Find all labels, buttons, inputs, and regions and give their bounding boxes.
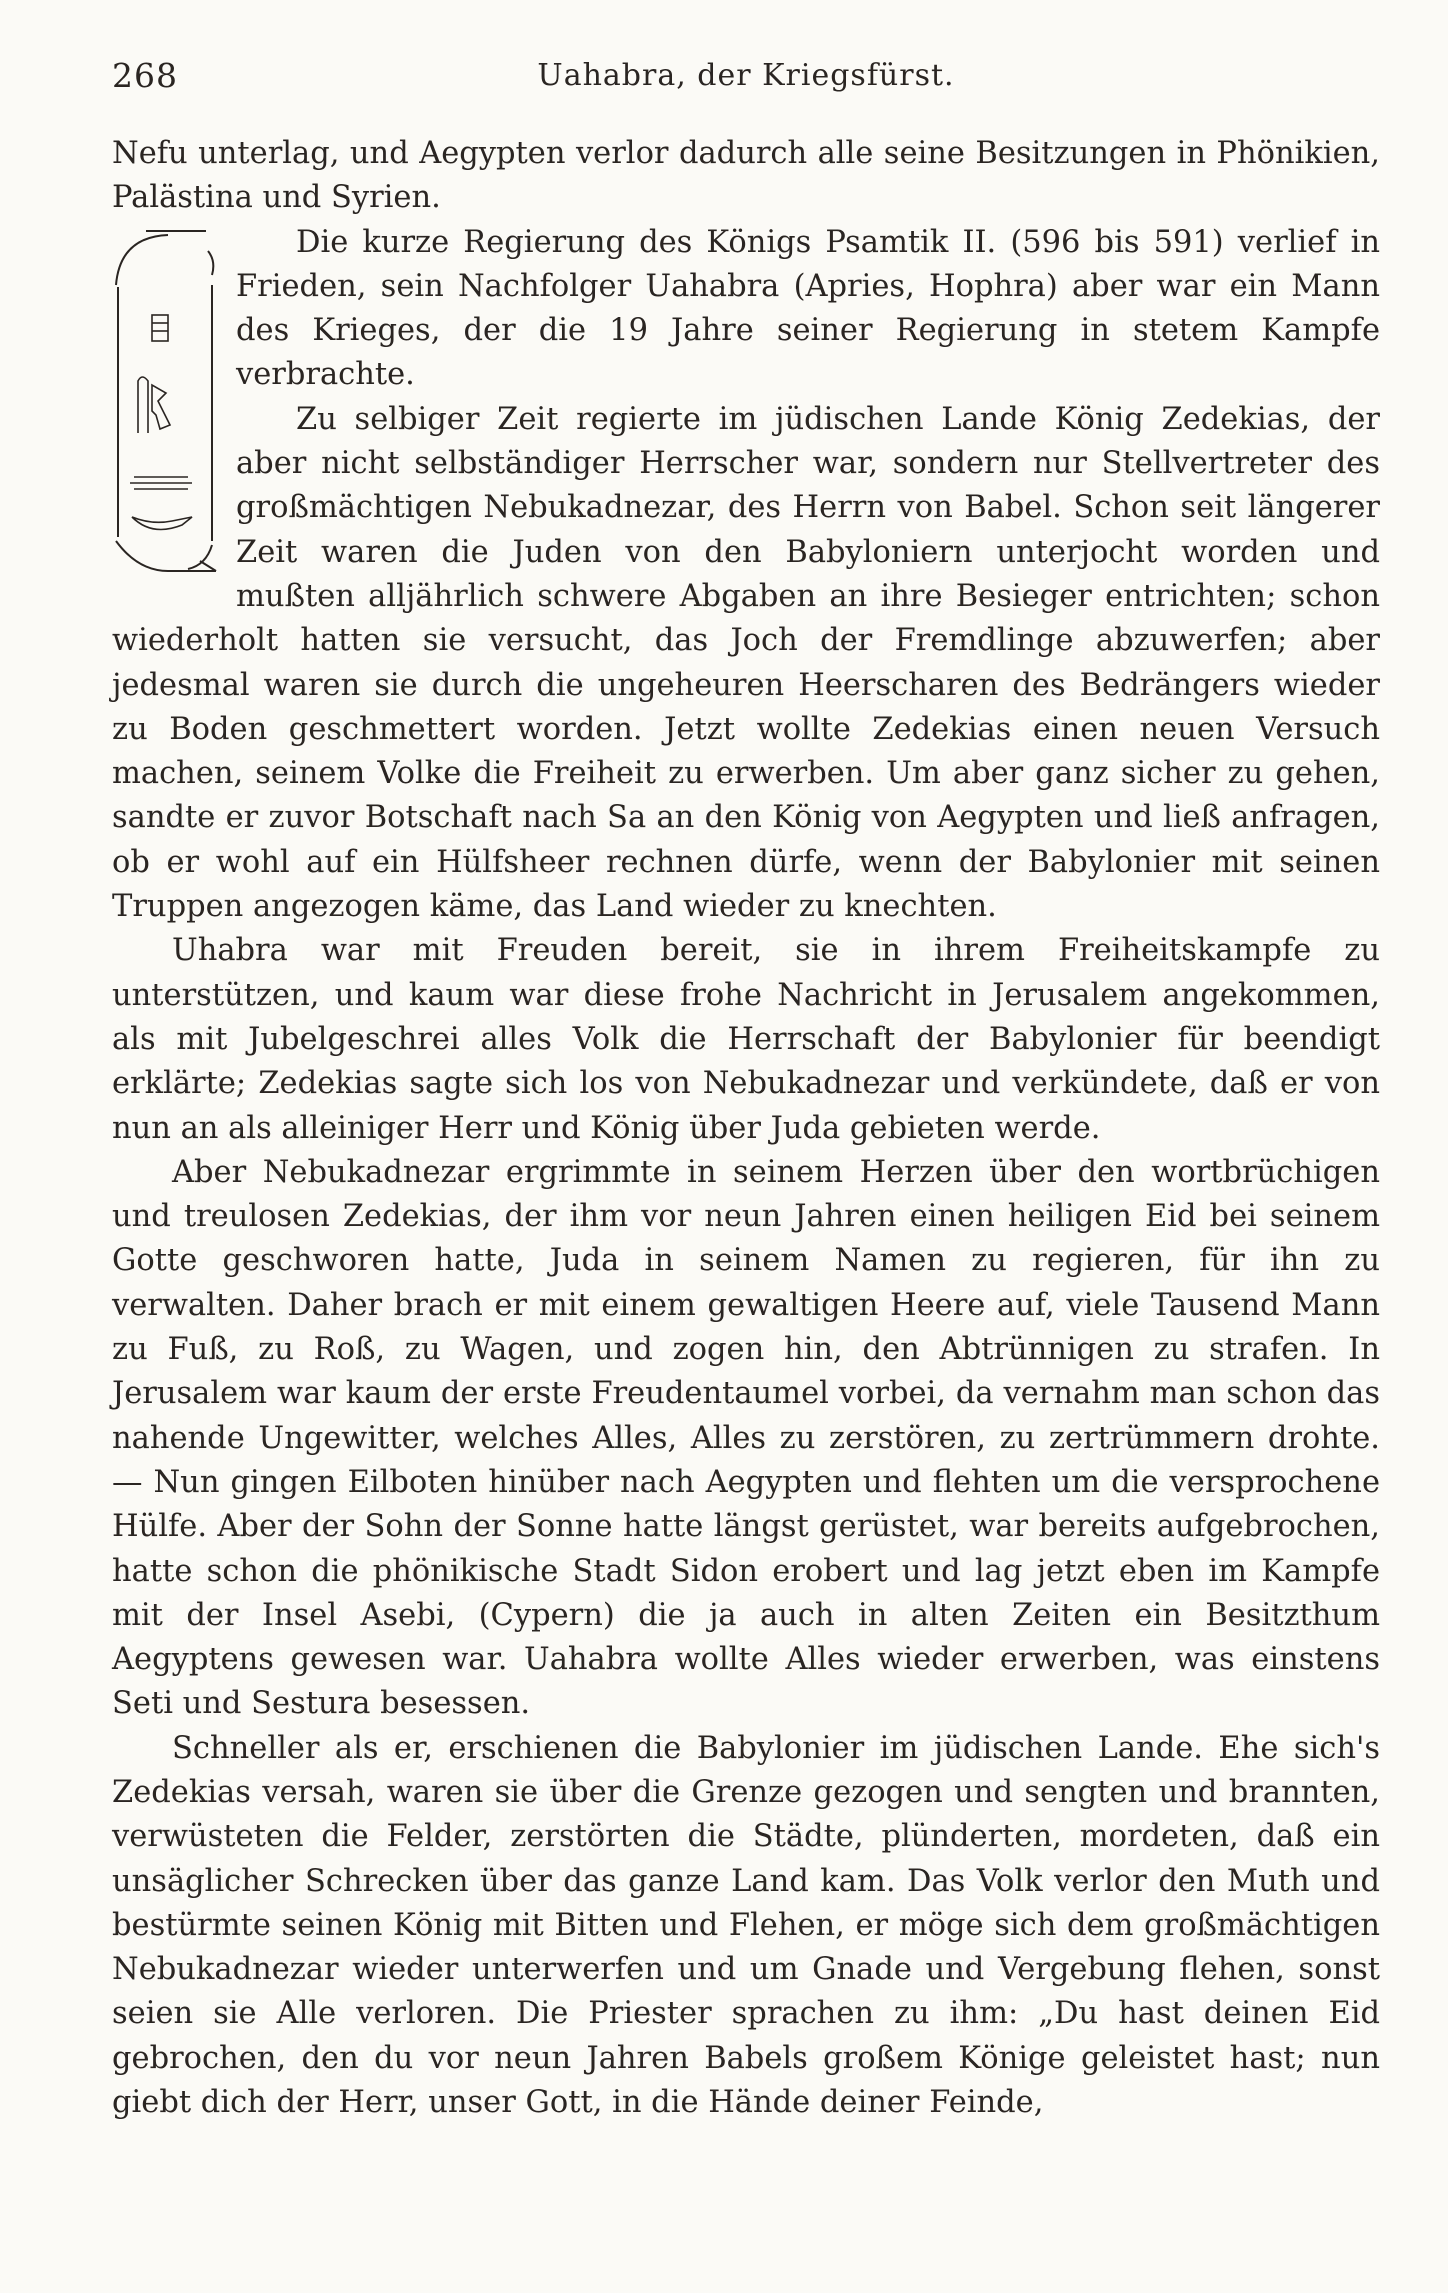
paragraph-3: Zu selbiger Zeit regierte im jüdischen Lande König Zedekias, der aber nicht selbständiger Herrscher war, sondern nur Stellvertreter des großmächtigen Nebukadnezar, des Herrn von Babel. Schon seit längerer Zeit waren die Juden von den Babyloniern unterjocht worden und mußten alljährlich schwere Abgaben an ihre Besieger entrichten; schon wiederholt hatten sie versucht, das Joch der Fremdlinge abzuwerfen; aber jedesmal waren sie durch die ungeheuren Heerscharen des Bedrängers wieder zu Boden geschmettert worden. Jetzt wollte Zedekias einen neuen Versuch machen, seinem Volke die Freiheit zu erwerben. Um aber ganz sicher zu gehen, sandte er zuvor Botschaft nach Sa an den König von Aegypten und ließ anfragen, ob er wohl auf ein Hülfsheer rechnen dürfe, wenn der Babylonier mit seinen Truppen angezogen käme, das Land wieder zu knechten. xyxy=(112,401,1380,925)
paragraph-5: Aber Nebukadnezar ergrimmte in seinem Herzen über den wortbrüchigen und treulosen Zedekias, der ihm vor neun Jahren einen heiligen Eid bei seinem Gotte geschworen hatte, Juda in seinem Namen zu regieren, für ihn zu verwalten. Daher brach er mit einem gewaltigen Heere auf, viele Tausend Mann zu Fuß, zu Roß, zu Wagen, und zogen hin, den Abtrünnigen zu strafen. In Jerusalem war kaum der erste Freudentaumel vorbei, da vernahm man schon das nahende Ungewitter, welches Alles, Alles zu zerstören, zu zertrümmern drohte. — Nun gingen Eilboten hinüber nach Aegypten und flehten um die versprochene Hülfe. Aber der Sohn der Sonne hatte längst gerüstet, war bereits aufgebrochen, hatte schon die phönikische Stadt Sidon erobert und lag jetzt eben im Kampfe mit der Insel Asebi, (Cypern) die ja auch in alten Zeiten ein Besitzthum Aegyptens gewesen war. Uahabra wollte Alles wieder erwerben, was einstens Seti und Sestura besessen. xyxy=(112,1154,1380,1722)
paragraph-1: Nefu unterlag, und Aegypten verlor dadurch alle seine Besitzungen in Phönikien, Palästina und Syrien. xyxy=(112,136,1380,216)
book-page xyxy=(112,52,1380,2125)
page-header xyxy=(112,52,1380,104)
body-text xyxy=(112,132,1380,2125)
page-number: 268 xyxy=(112,56,178,95)
paragraph-6: Schneller als er, erschienen die Babylonier im jüdischen Lande. Ehe sich's Zedekias versah, waren sie über die Grenze gezogen und sengten und brannten, verwüsteten die Felder, zerstörten die Städte, plünderten, mordeten, daß ein unsäglicher Schrecken über das ganze Land kam. Das Volk verlor den Muth und bestürmte seinen König mit Bitten und Flehen, er möge sich dem großmächtigen Nebukadnezar wieder unterwerfen und um Gnade und Vergebung flehen, sonst seien sie Alle verloren. Die Priester sprachen zu ihm: „Du hast deinen Eid gebrochen, den du vor neun Jahren Babels großem Könige geleistet hast; nun giebt dich der Herr, unser Gott, in die Hände deiner Feinde, xyxy=(112,1730,1380,2121)
cartouche-figure xyxy=(108,225,218,577)
running-title: Uahabra, der Kriegsfürst. xyxy=(537,58,955,93)
hieroglyph-cartouche-icon xyxy=(108,225,218,577)
paragraph-2: Die kurze Regierung des Königs Psamtik II. (596 bis 591) verlief in Frieden, sein Nachfolger Uahabra (Apries, Hophra) aber war ein Mann des Krieges, der die 19 Jahre seiner Regierung in stetem Kampfe verbrachte. xyxy=(236,224,1380,393)
paragraph-4: Uhabra war mit Freuden bereit, sie in ihrem Freiheitskampfe zu unterstützen, und kaum war diese frohe Nachricht in Jerusalem angekommen, als mit Jubelgeschrei alles Volk die Herrschaft der Babylonier für beendigt erklärte; Zedekias sagte sich los von Nebukadnezar und verkündete, daß er von nun an als alleiniger Herr und König über Juda gebieten werde. xyxy=(112,933,1380,1146)
